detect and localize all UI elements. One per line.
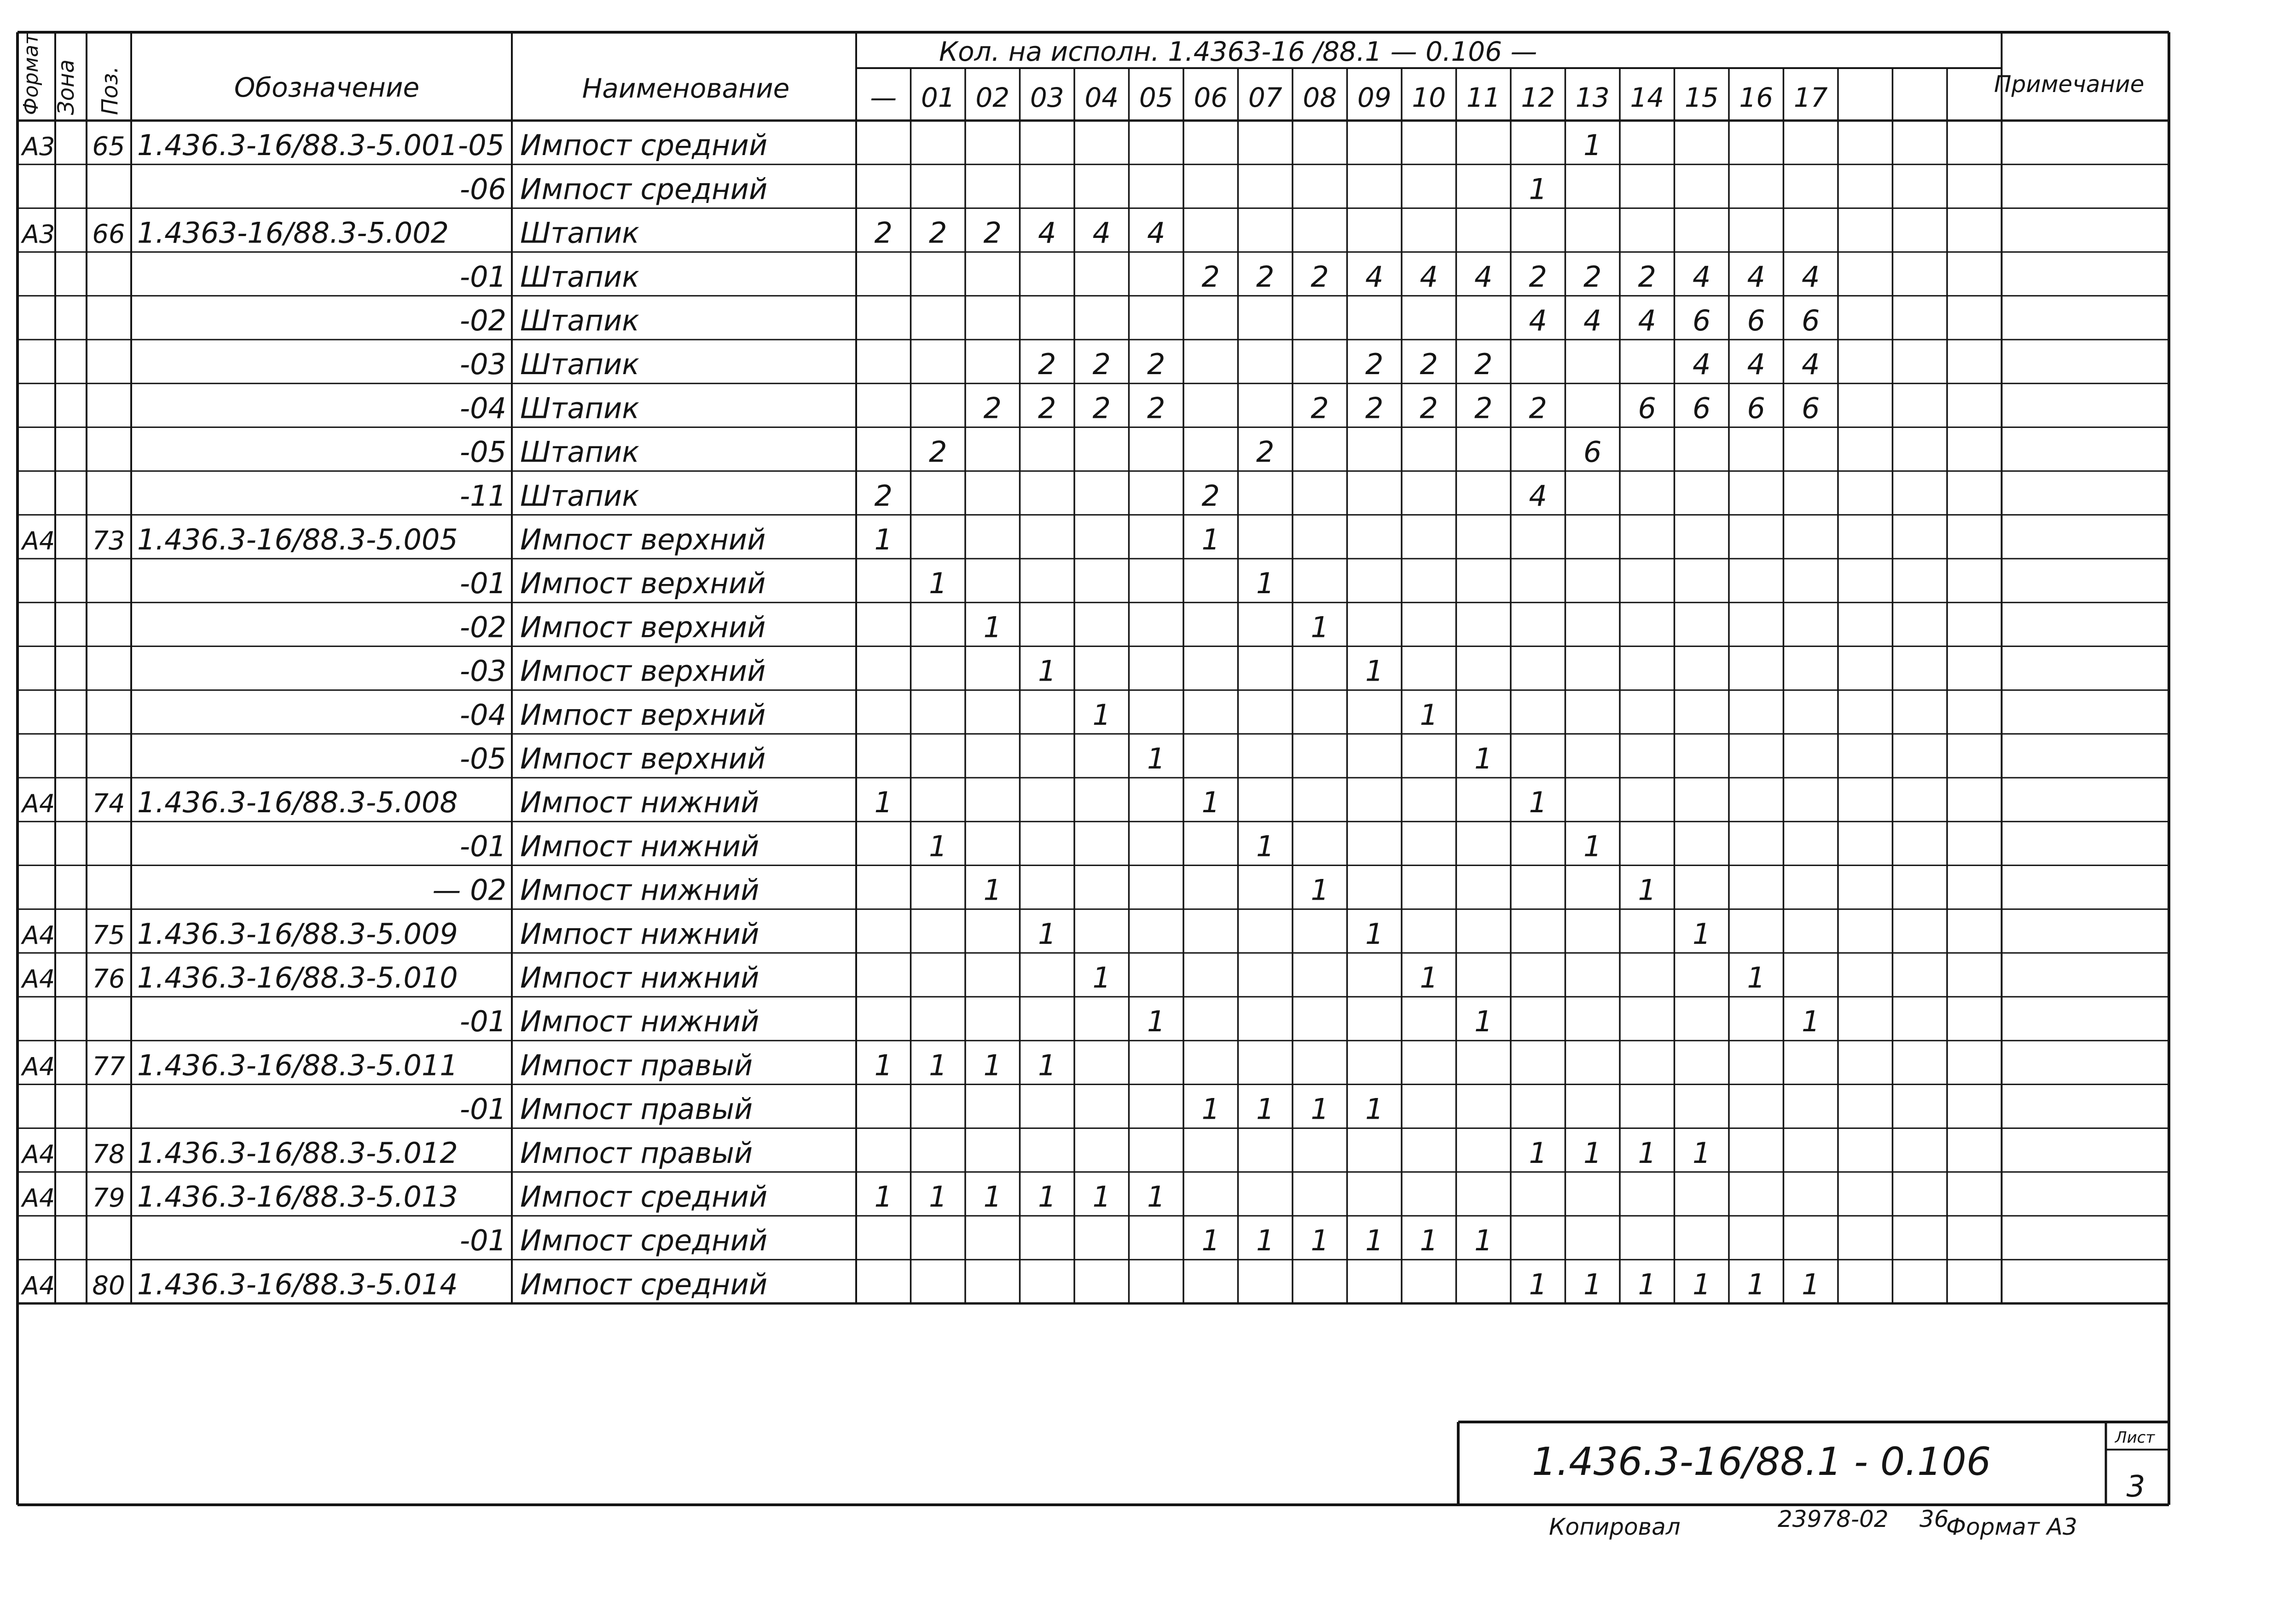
row-designation: 1.436.3-16/88.3-5.010 [137, 961, 458, 994]
qty-cell: 4 [1693, 260, 1711, 294]
qty-cell: 2 [1147, 391, 1165, 425]
row-format: А4 [22, 526, 55, 555]
qty-cell: 4 [1529, 479, 1547, 513]
qty-column-header: 06 [1194, 82, 1228, 113]
table-row [460, 610, 1329, 644]
header-designation: Обозначение [234, 72, 420, 103]
qty-cell: 4 [1638, 304, 1656, 337]
row-format: А4 [22, 965, 55, 994]
table-row [460, 391, 1820, 425]
row-designation: -01 [459, 260, 506, 294]
footer-format: Формат А3 [1946, 1514, 2077, 1540]
qty-cell: 1 [1201, 1092, 1220, 1126]
qty-cell: 1 [1802, 1267, 1820, 1301]
qty-cell: 1 [1529, 172, 1547, 206]
row-designation: -03 [459, 347, 506, 381]
table-row [21, 1048, 1056, 1082]
qty-cell: 1 [983, 1180, 1002, 1214]
qty-cell: 2 [1474, 391, 1493, 425]
row-designation: -03 [459, 654, 506, 688]
table-row [21, 128, 1601, 162]
row-pos: 78 [92, 1139, 125, 1169]
qty-cell: 1 [874, 1048, 893, 1082]
qty-cell: 1 [1201, 523, 1220, 556]
qty-cell: 4 [1474, 260, 1493, 294]
row-designation: -01 [459, 1005, 506, 1039]
qty-column-header: 07 [1248, 82, 1282, 113]
qty-column-header: 14 [1630, 82, 1664, 113]
row-name: Импост средний [520, 1224, 768, 1258]
header-note: Примечание [1994, 71, 2145, 98]
row-designation: -11 [459, 479, 506, 513]
qty-column-header: 11 [1466, 82, 1501, 113]
qty-cell: 1 [1420, 1224, 1438, 1258]
row-designation: -01 [459, 829, 506, 863]
row-format: А3 [22, 132, 55, 162]
table-row [460, 698, 1438, 732]
qty-cell: 2 [1474, 347, 1493, 381]
qty-cell: 2 [1092, 391, 1111, 425]
qty-cell: 1 [1201, 1224, 1220, 1258]
row-name: Импост верхний [520, 742, 766, 775]
qty-cell: 1 [874, 786, 893, 820]
row-designation: -05 [459, 742, 506, 775]
qty-cell: 2 [983, 216, 1002, 250]
table-rows [21, 128, 1820, 1301]
row-format: А4 [22, 920, 55, 950]
table-row [21, 1136, 1710, 1170]
sheet-label: Лист [2115, 1428, 2155, 1447]
qty-cell: 1 [1256, 1224, 1275, 1258]
row-pos: 77 [92, 1052, 125, 1082]
qty-cell: 2 [929, 216, 947, 250]
table-row [460, 829, 1602, 863]
qty-cell: 1 [983, 610, 1002, 644]
qty-column-header: 03 [1030, 82, 1064, 113]
qty-cell: 1 [1420, 961, 1438, 994]
row-format: А4 [22, 1184, 55, 1213]
row-designation: -01 [459, 1092, 506, 1126]
table-row [432, 873, 1656, 907]
qty-column-header: 01 [921, 82, 955, 113]
sheet-number: 3 [2126, 1470, 2145, 1504]
qty-cell: 4 [1038, 216, 1056, 250]
footer-sheet-index: 36 [1919, 1506, 1949, 1532]
qty-cell: 1 [874, 1180, 893, 1214]
qty-cell: 1 [929, 1180, 947, 1214]
row-designation: 1.4363-16/88.3-5.002 [137, 216, 449, 250]
qty-cell: 1 [1693, 1136, 1711, 1170]
qty-column-header: 15 [1684, 82, 1719, 113]
qty-cell: 2 [983, 391, 1002, 425]
row-name: Импост нижний [520, 961, 759, 994]
qty-cell: 1 [1638, 873, 1656, 907]
row-format: А3 [22, 220, 55, 249]
qty-cell: 1 [1693, 1267, 1711, 1301]
qty-cell: 1 [1038, 917, 1056, 951]
qty-cell: 1 [1365, 654, 1384, 688]
qty-cell: 2 [1201, 479, 1220, 513]
row-designation: — 02 [432, 873, 506, 907]
qty-cell: 2 [1420, 347, 1438, 381]
title-block [1532, 1428, 2155, 1504]
qty-cell: 2 [1256, 260, 1275, 294]
row-name: Импост правый [520, 1048, 753, 1082]
table-row [460, 304, 1820, 337]
qty-cell: 2 [1310, 260, 1329, 294]
table-row [460, 260, 1820, 294]
qty-cell: 1 [1529, 1136, 1547, 1170]
qty-cell: 1 [929, 566, 947, 601]
qty-cell: 4 [1747, 347, 1765, 381]
qty-column-header: 02 [975, 82, 1010, 113]
table-row [460, 435, 1602, 469]
row-name: Импост верхний [520, 610, 766, 644]
qty-cell: 1 [1310, 1224, 1329, 1258]
qty-column-header: 13 [1575, 82, 1610, 113]
qty-cell: 1 [929, 829, 947, 863]
row-designation: -05 [459, 435, 506, 469]
qty-cell: 2 [1201, 260, 1220, 294]
row-designation: 1.436.3-16/88.3-5.011 [137, 1048, 458, 1082]
row-format: А4 [22, 1139, 55, 1169]
qty-cell: 2 [1147, 347, 1165, 381]
qty-cell: 2 [1038, 391, 1056, 425]
table-row [460, 654, 1384, 688]
qty-cell: 1 [1638, 1267, 1656, 1301]
row-designation: 1.436.3-16/88.3-5.001-05 [137, 128, 504, 162]
table-row [460, 742, 1493, 775]
row-name: Штапик [520, 435, 639, 469]
table-row [460, 1005, 1820, 1038]
row-pos: 73 [92, 526, 125, 556]
row-pos: 74 [92, 789, 125, 819]
row-pos: 66 [92, 219, 125, 249]
row-name: Штапик [520, 391, 639, 425]
qty-cell: 2 [1529, 391, 1547, 425]
qty-cell: 4 [1147, 216, 1165, 250]
row-name: Штапик [520, 260, 639, 294]
row-format: А4 [22, 1271, 55, 1300]
qty-cell: 1 [1147, 1005, 1165, 1039]
row-name: Импост средний [520, 128, 768, 162]
qty-column-header: 16 [1739, 82, 1774, 113]
qty-cell: 1 [1474, 1005, 1493, 1039]
qty-cell: 6 [1693, 304, 1711, 337]
qty-column-header: 08 [1303, 82, 1337, 113]
table-header [19, 32, 2144, 115]
row-name: Штапик [520, 347, 639, 381]
qty-cell: 1 [1147, 1180, 1165, 1214]
table-row [460, 1224, 1493, 1257]
qty-cell: 1 [1583, 1136, 1602, 1170]
row-designation: -01 [459, 1224, 506, 1258]
qty-cell: 1 [929, 1048, 947, 1082]
row-name: Штапик [520, 479, 639, 513]
row-name: Импост нижний [520, 917, 759, 951]
qty-cell: 1 [1201, 786, 1220, 820]
qty-cell: 1 [1583, 128, 1602, 162]
table-row [460, 1092, 1384, 1126]
table-row [460, 566, 1275, 600]
qty-cell: 2 [1092, 347, 1111, 381]
row-name: Штапик [520, 216, 639, 250]
qty-cell: 1 [1583, 829, 1602, 863]
row-pos: 79 [92, 1183, 125, 1213]
qty-cell: 1 [1256, 829, 1275, 863]
table-row [21, 786, 1547, 819]
header-name: Наименование [582, 73, 790, 104]
qty-column-header: 05 [1139, 82, 1173, 113]
header-qty-title: Кол. на исполн. 1.4363-16 /88.1 — 0.106 — [939, 36, 1537, 67]
qty-cell: 1 [1365, 917, 1384, 951]
qty-cell: 1 [1092, 1180, 1111, 1214]
qty-cell: 6 [1638, 391, 1656, 425]
header-pos: Поз. [97, 66, 123, 115]
qty-cell: 6 [1802, 391, 1820, 425]
qty-cell: 1 [1038, 654, 1056, 688]
row-name: Импост верхний [520, 566, 766, 601]
qty-column-header: 04 [1084, 82, 1119, 113]
row-name: Штапик [520, 304, 639, 337]
qty-cell: 1 [1802, 1005, 1820, 1039]
qty-cell: 2 [1256, 435, 1275, 469]
qty-cell: 1 [1747, 1267, 1765, 1301]
table-row [21, 523, 1220, 556]
qty-cell: 2 [1038, 347, 1056, 381]
qty-cell: 1 [1638, 1136, 1656, 1170]
row-name: Импост верхний [520, 654, 766, 688]
row-name: Импост правый [520, 1136, 753, 1170]
table-row [21, 1267, 1820, 1301]
qty-cell: 2 [929, 435, 947, 469]
row-name: Импост нижний [520, 1005, 759, 1039]
qty-cell: 6 [1693, 391, 1711, 425]
qty-cell: 1 [1474, 1224, 1493, 1258]
qty-cell: 1 [983, 1048, 1002, 1082]
table-row [21, 917, 1710, 951]
table-row [21, 216, 1165, 250]
table-row [460, 172, 1547, 206]
qty-cell: 2 [1420, 391, 1438, 425]
qty-cell: 4 [1092, 216, 1111, 250]
qty-cell: 1 [1092, 961, 1111, 994]
qty-column-header: 09 [1357, 82, 1391, 113]
qty-cell: 4 [1802, 260, 1820, 294]
row-pos: 75 [92, 920, 125, 950]
qty-cell: 4 [1365, 260, 1384, 294]
row-designation: -02 [459, 304, 506, 337]
qty-cell: 4 [1583, 304, 1602, 337]
qty-cell: 4 [1529, 304, 1547, 337]
table-row [21, 961, 1765, 994]
qty-cell: 1 [1693, 917, 1711, 951]
qty-cell: 1 [983, 873, 1002, 907]
row-pos: 76 [92, 964, 125, 994]
footer-order: 23978-02 [1778, 1506, 1889, 1532]
qty-cell: 1 [1256, 566, 1275, 601]
row-name: Импост нижний [520, 829, 759, 863]
row-name: Импост нижний [520, 786, 759, 820]
row-designation: -04 [459, 391, 506, 425]
table-row [460, 347, 1820, 381]
qty-cell: 2 [1583, 260, 1602, 294]
qty-cell: 4 [1802, 347, 1820, 381]
row-designation: 1.436.3-16/88.3-5.008 [137, 786, 458, 820]
table-row [21, 1180, 1165, 1214]
row-name: Импост средний [520, 172, 768, 206]
qty-cell: 2 [1529, 260, 1547, 294]
qty-column-headers [870, 82, 1827, 113]
document-code: 1.436.3-16/88.1 - 0.106 [1532, 1439, 1991, 1484]
qty-cell: 1 [1310, 610, 1329, 644]
row-designation: -06 [459, 172, 506, 206]
qty-cell: 1 [1310, 1092, 1329, 1126]
row-designation: 1.436.3-16/88.3-5.012 [137, 1136, 458, 1170]
row-name: Импост верхний [520, 698, 766, 732]
qty-cell: 1 [1474, 742, 1493, 775]
row-name: Импост средний [520, 1180, 768, 1214]
row-pos: 80 [92, 1271, 125, 1301]
qty-column-header: 10 [1412, 82, 1446, 113]
qty-cell: 1 [1092, 698, 1111, 732]
qty-cell: 6 [1747, 391, 1765, 425]
qty-cell: 6 [1583, 435, 1602, 469]
qty-cell: 1 [874, 523, 893, 556]
qty-cell: 1 [1256, 1092, 1275, 1126]
qty-cell: 1 [1529, 1267, 1547, 1301]
qty-cell: 2 [1638, 260, 1656, 294]
row-name: Импост средний [520, 1267, 768, 1301]
row-designation: -01 [459, 566, 506, 601]
qty-cell: 4 [1420, 260, 1438, 294]
row-name: Импост нижний [520, 873, 759, 907]
qty-column-header: 17 [1793, 82, 1828, 113]
qty-cell: 4 [1747, 260, 1765, 294]
table-row [460, 479, 1547, 513]
copied-label: Копировал [1549, 1514, 1681, 1540]
qty-cell: 2 [874, 216, 893, 250]
footer-note [1549, 1506, 2077, 1540]
qty-cell: 2 [1365, 347, 1384, 381]
row-format: А4 [22, 789, 55, 819]
row-name: Импост верхний [520, 523, 766, 556]
qty-cell: 1 [1038, 1180, 1056, 1214]
row-designation: -02 [459, 610, 506, 644]
row-designation: 1.436.3-16/88.3-5.013 [137, 1180, 458, 1214]
qty-cell: 2 [1365, 391, 1384, 425]
qty-cell: 2 [874, 479, 893, 513]
qty-cell: 1 [1038, 1048, 1056, 1082]
row-designation: -04 [459, 698, 506, 732]
row-designation: 1.436.3-16/88.3-5.005 [137, 523, 458, 556]
qty-cell: 1 [1747, 961, 1765, 994]
row-designation: 1.436.3-16/88.3-5.009 [137, 917, 458, 951]
qty-cell: 1 [1310, 873, 1329, 907]
qty-cell: 2 [1310, 391, 1329, 425]
row-designation: 1.436.3-16/88.3-5.014 [137, 1267, 458, 1301]
qty-cell: 1 [1529, 786, 1547, 820]
qty-cell: 4 [1693, 347, 1711, 381]
qty-column-header: 12 [1521, 82, 1555, 113]
qty-column-header: — [870, 82, 897, 113]
qty-cell: 1 [1147, 742, 1165, 775]
qty-cell: 1 [1583, 1267, 1602, 1301]
row-format: А4 [22, 1052, 55, 1081]
qty-cell: 1 [1365, 1092, 1384, 1126]
qty-cell: 6 [1802, 304, 1820, 337]
qty-cell: 1 [1420, 698, 1438, 732]
qty-cell: 1 [1365, 1224, 1384, 1258]
header-format: Формат [19, 33, 43, 115]
header-zone: Зона [53, 59, 79, 115]
row-name: Импост правый [520, 1092, 753, 1126]
row-pos: 65 [92, 132, 125, 162]
qty-cell: 6 [1747, 304, 1765, 337]
